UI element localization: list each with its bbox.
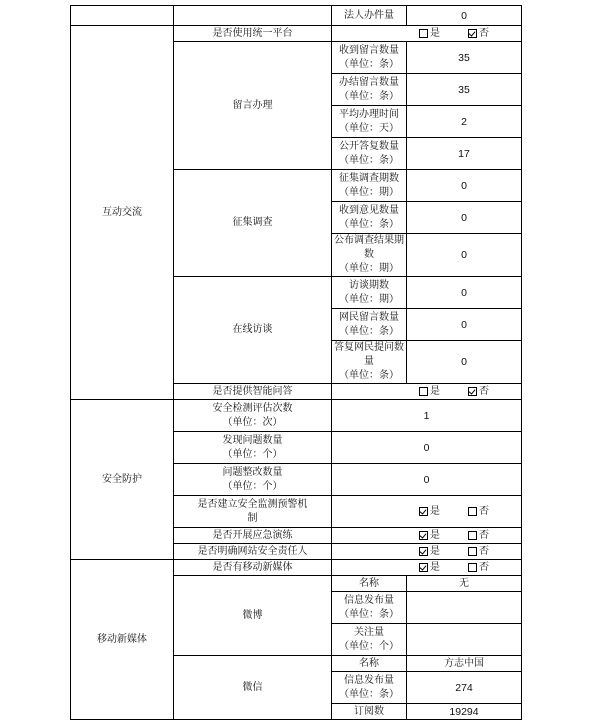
wechat-name-label: 名称 — [332, 656, 407, 672]
empty-cell — [174, 6, 332, 26]
responsible-options — [332, 544, 522, 560]
survey-periods-value: 0 — [407, 170, 522, 202]
completed-messages-label: 办结留言数量 （单位：条） — [332, 74, 407, 106]
interaction-section-label: 互动交流 — [71, 26, 174, 400]
weibo-posts-label: 信息发布量 （单位：条） — [332, 592, 407, 624]
checkbox-checked-icon — [419, 547, 428, 556]
unified-platform-options — [332, 26, 522, 42]
survey-label: 征集调查 — [174, 170, 332, 277]
netizen-answers-value: 0 — [407, 341, 522, 384]
drills-yes[interactable]: 是 — [419, 529, 440, 543]
security-section-label: 安全防护 — [71, 400, 174, 560]
survey-results-label: 公布调查结果期数 （单位：期） — [332, 234, 407, 277]
received-messages-value: 35 — [407, 42, 522, 74]
wechat-posts-value: 274 — [407, 672, 522, 704]
has-mobile-no[interactable]: 否 — [468, 561, 489, 575]
weibo-name-value: 无 — [407, 576, 522, 592]
has-mobile-yes[interactable]: 是 — [419, 561, 440, 575]
monitoring-label: 是否建立安全监测预警机 制 — [174, 496, 332, 528]
interview-label: 在线访谈 — [174, 277, 332, 384]
drills-label: 是否开展应急演练 — [174, 528, 332, 544]
weibo-follows-label: 关注量 （单位：个） — [332, 624, 407, 656]
issues-found-label: 发现问题数量 （单位：个） — [174, 432, 332, 464]
checkbox-unchecked-icon — [468, 563, 477, 572]
unified-platform-label: 是否使用统一平台 — [174, 26, 332, 42]
avg-time-label: 平均办理时间 （单位：天） — [332, 106, 407, 138]
interview-periods-label: 访谈期数 （单位：期） — [332, 277, 407, 309]
unified-platform-no[interactable]: 否 — [468, 27, 489, 41]
table-row — [71, 560, 522, 576]
received-messages-label: 收到留言数量 （单位：条） — [332, 42, 407, 74]
table-row — [71, 26, 522, 42]
assessments-value: 1 — [332, 400, 522, 432]
issues-fixed-value: 0 — [332, 464, 522, 496]
wechat-subscribers-label: 订阅数 — [332, 704, 407, 720]
checkbox-checked-icon — [419, 563, 428, 572]
smart-qa-label: 是否提供智能问答 — [174, 384, 332, 400]
interview-periods-value: 0 — [407, 277, 522, 309]
checkbox-unchecked-icon — [468, 531, 477, 540]
issues-found-value: 0 — [332, 432, 522, 464]
checkbox-checked-icon — [468, 387, 477, 396]
checkbox-checked-icon — [468, 29, 477, 38]
wechat-posts-label: 信息发布量 （单位：条） — [332, 672, 407, 704]
checkbox-unchecked-icon — [419, 387, 428, 396]
table-row — [71, 400, 522, 432]
survey-periods-label: 征集调查期数 （单位：期） — [332, 170, 407, 202]
checkbox-unchecked-icon — [419, 29, 428, 38]
wechat-label: 微信 — [174, 656, 332, 720]
checkbox-checked-icon — [419, 531, 428, 540]
survey-opinions-value: 0 — [407, 202, 522, 234]
mobile-section-label: 移动新媒体 — [71, 560, 174, 720]
has-mobile-label: 是否有移动新媒体 — [174, 560, 332, 576]
has-mobile-options — [332, 560, 522, 576]
legal-person-count-value: 0 — [407, 6, 522, 26]
legal-person-count-label: 法人办件量 — [332, 6, 407, 26]
smart-qa-no[interactable]: 否 — [468, 385, 489, 399]
monitoring-no[interactable]: 否 — [468, 505, 489, 519]
netizen-answers-label: 答复网民提问数量 （单位：条） — [332, 341, 407, 384]
avg-time-value: 2 — [407, 106, 522, 138]
weibo-follows-value — [407, 624, 522, 656]
smart-qa-options — [332, 384, 522, 400]
wechat-name-value: 方志中国 — [407, 656, 522, 672]
checkbox-unchecked-icon — [468, 547, 477, 556]
netizen-messages-value: 0 — [407, 309, 522, 341]
public-replies-value: 17 — [407, 138, 522, 170]
empty-cell — [71, 6, 174, 26]
public-replies-label: 公开答复数量 （单位：条） — [332, 138, 407, 170]
checkbox-checked-icon — [419, 507, 428, 516]
message-handling-label: 留言办理 — [174, 42, 332, 170]
wechat-subscribers-value: 19294 — [407, 704, 522, 720]
netizen-messages-label: 网民留言数量 （单位：条） — [332, 309, 407, 341]
completed-messages-value: 35 — [407, 74, 522, 106]
monitoring-yes[interactable]: 是 — [419, 505, 440, 519]
assessments-label: 安全检测评估次数 （单位：次） — [174, 400, 332, 432]
table-row — [71, 6, 522, 26]
drills-options — [332, 528, 522, 544]
monitoring-options — [332, 496, 522, 528]
weibo-label: 微博 — [174, 576, 332, 656]
statistics-table — [70, 5, 522, 720]
issues-fixed-label: 问题整改数量 （单位：个） — [174, 464, 332, 496]
weibo-name-label: 名称 — [332, 576, 407, 592]
survey-opinions-label: 收到意见数量 （单位：条） — [332, 202, 407, 234]
drills-no[interactable]: 否 — [468, 529, 489, 543]
weibo-posts-value — [407, 592, 522, 624]
checkbox-unchecked-icon — [468, 507, 477, 516]
responsible-label: 是否明确网站安全责任人 — [174, 544, 332, 560]
responsible-no[interactable]: 否 — [468, 545, 489, 559]
survey-results-value: 0 — [407, 234, 522, 277]
responsible-yes[interactable]: 是 — [419, 545, 440, 559]
unified-platform-yes[interactable]: 是 — [419, 27, 440, 41]
smart-qa-yes[interactable]: 是 — [419, 385, 440, 399]
